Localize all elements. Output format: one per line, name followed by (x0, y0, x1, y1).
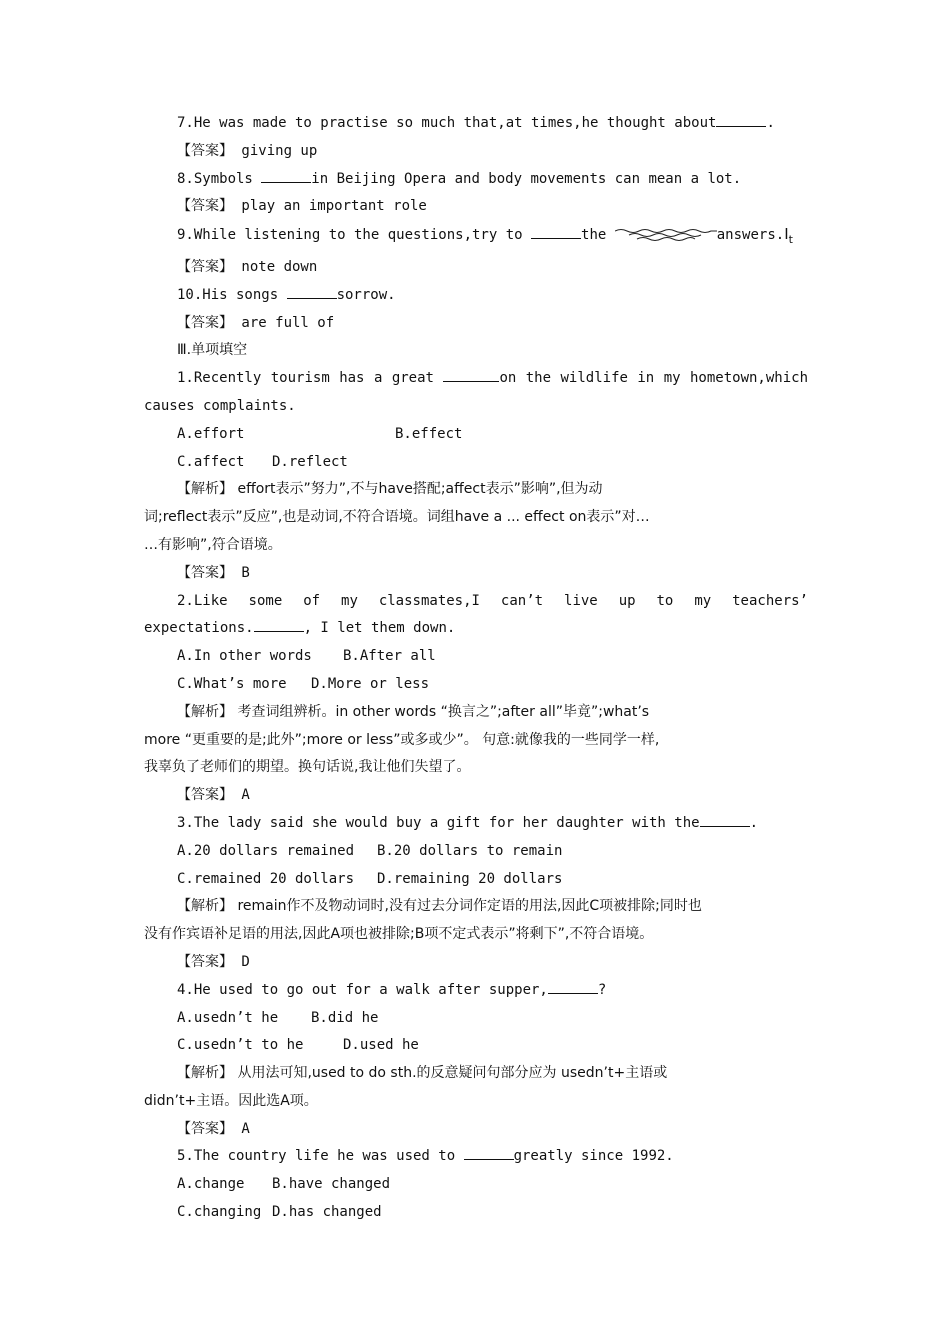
answer-tag: 【答案】 (177, 787, 233, 804)
scan-mark (784, 225, 793, 247)
option-a: A.effort (177, 425, 245, 442)
mc-1-stem-start: 1.Recently tourism has a great (177, 370, 444, 387)
mc-2-options-ab (144, 643, 808, 671)
mc-2-analysis-l2: more “更重要的是;此外”;more or less”或多或少”。 句意:就像我的一些同学一样, (144, 731, 660, 748)
option-c: C.changing (177, 1204, 262, 1221)
mc-2-analysis-l3: 我辜负了老师们的期望。换句话说,我让他们失望了。 (144, 759, 471, 776)
mc-1-analysis-l2: 词;reflect表示”反应”,也是动词,不符合语境。词组have a ... effect on表示”对… (144, 509, 650, 526)
answer-8 (144, 193, 808, 221)
answer-tag: 【答案】 (177, 1120, 233, 1137)
mc-1-stem-cont: causes complaints. (144, 397, 296, 414)
question-9-text: 9.While listening to the questions,try to (177, 227, 532, 244)
option-b: B.effect (395, 425, 463, 442)
answer-blank (261, 168, 311, 183)
mc-5-stem-start: 5.The country life he was used to (177, 1148, 464, 1165)
question-10-end: sorrow. (336, 286, 396, 303)
mc-3-analysis-l2: 没有作宾语补足语的用法,因此A项也被排除;B项不定式表示”将剩下”,不符合语境。 (144, 926, 654, 943)
answer-8-text: play an important role (233, 198, 427, 215)
option-b: B.20 dollars to remain (377, 842, 563, 859)
option-a: A.usedn’t he (177, 1009, 279, 1026)
answer-tag: 【答案】 (177, 314, 233, 331)
answer-blank (531, 224, 581, 239)
question-10-text: 10.His songs (177, 286, 287, 303)
question-8 (144, 166, 808, 194)
answer-9 (144, 254, 808, 282)
mc-3-analysis-l1: remain作不及物动词时,没有过去分词作定语的用法,因此C项被排除;同时也 (233, 898, 702, 915)
answer-blank (287, 284, 337, 299)
mc-4-options-cd (144, 1032, 808, 1060)
option-a: A.20 dollars remained (177, 842, 355, 859)
answer-tag: 【答案】 (177, 198, 233, 215)
mc-1-options-cd (144, 449, 808, 477)
mc-1-options-ab (144, 421, 808, 449)
option-c: C.usedn’t to he (177, 1037, 304, 1054)
option-c: C.What’s more (177, 675, 287, 692)
document-content (144, 110, 808, 1227)
answer-blank (464, 1145, 514, 1160)
mc-4-analysis (144, 1060, 808, 1088)
answer-7 (144, 138, 808, 166)
answer-blank (700, 812, 750, 827)
mc-2-analysis (144, 699, 808, 727)
mc-1-analysis-l1: effort表示”努力”,不与have搭配;affect表示”影响”,但为动 (233, 481, 603, 498)
mc-3-stem-start: 3.The lady said she would buy a gift for her daughter with the (177, 814, 700, 831)
option-b: B.have changed (272, 1176, 391, 1193)
mc-4-analysis-l1: 从用法可知,used to do sth.的反意疑问句部分应为 usedn’t+主语或 (233, 1065, 668, 1082)
option-d: D.has changed (272, 1204, 382, 1221)
mc-3-analysis (144, 893, 808, 921)
option-d: D.remaining 20 dollars (377, 870, 563, 887)
analysis-tag: 【解析】 (177, 898, 233, 915)
mc-1-analysis (144, 476, 808, 504)
mc-1-answer-text: B (233, 564, 250, 581)
mc-2-analysis-l1: 考查词组辨析。in other words “换言之”;after all”毕竟”;what’s (233, 703, 650, 720)
option-d: D.used he (343, 1037, 419, 1054)
mc-4-answer (144, 1116, 808, 1144)
answer-tag: 【答案】 (177, 142, 233, 159)
option-a: A.In other words (177, 648, 312, 665)
mc-3-options-ab (144, 838, 808, 866)
mc-4-stem (144, 977, 808, 1005)
mc-1-stem-end: on the wildlife in my hometown,which (499, 370, 808, 387)
answer-tag: 【答案】 (177, 258, 233, 275)
option-c: C.remained 20 dollars (177, 870, 355, 887)
answer-blank (254, 617, 304, 632)
mc-2-stem-end: , I let them down. (303, 620, 456, 637)
question-10 (144, 282, 808, 310)
question-9-end: answers. (716, 227, 785, 244)
mc-2-answer-text: A (233, 787, 250, 804)
answer-10-text: are full of (233, 314, 335, 331)
mc-5-options-cd (144, 1199, 808, 1227)
question-7 (144, 110, 808, 138)
mc-3-stem (144, 810, 808, 838)
mc-4-options-ab (144, 1005, 808, 1033)
mc-4-answer-text: A (233, 1120, 250, 1137)
mc-1-stem (144, 365, 808, 393)
mc-4-stem-end: ? (597, 981, 607, 998)
mc-3-options-cd (144, 866, 808, 894)
mc-2-options-cd (144, 671, 808, 699)
answer-blank (716, 112, 766, 127)
question-7-end: . (766, 115, 775, 131)
scan-mark-sub: t (788, 233, 793, 247)
analysis-tag: 【解析】 (177, 703, 233, 720)
mc-1-analysis-l3: …有影响”,符合语境。 (144, 536, 282, 553)
question-8-end: in Beijing Opera and body movements can mean a lot. (311, 170, 742, 187)
mc-4-stem-start: 4.He used to go out for a walk after supper, (177, 981, 548, 998)
question-9-mid: the (581, 227, 607, 244)
option-d: D.reflect (272, 453, 348, 470)
mc-1-answer (144, 560, 808, 588)
option-b: B.After all (343, 648, 436, 665)
mc-2-answer (144, 782, 808, 810)
mc-2-stem-start: expectations. (144, 620, 254, 637)
option-a: A.change (177, 1176, 245, 1193)
squiggle-mark-icon (615, 227, 717, 243)
question-7-text: 7.He was made to practise so much that,at times,he thought about (177, 115, 717, 131)
answer-tag: 【答案】 (177, 953, 233, 970)
mc-2-stem: 2.Like some of my classmates,I can’t live up to my teachers’ (177, 592, 808, 609)
analysis-tag: 【解析】 (177, 481, 233, 498)
mc-5-stem-end: greatly since 1992. (513, 1148, 674, 1165)
question-8-text: 8.Symbols (177, 170, 262, 187)
option-c: C.affect (177, 453, 245, 470)
answer-7-text: giving up (233, 142, 318, 159)
mc-3-answer (144, 949, 808, 977)
question-9 (144, 221, 808, 254)
answer-blank (548, 979, 598, 994)
mc-2-stem-cont (144, 615, 808, 643)
mc-3-answer-text: D (233, 953, 250, 970)
mc-5-options-ab (144, 1171, 808, 1199)
answer-10 (144, 310, 808, 338)
section-3-title: Ⅲ.单项填空 (177, 342, 248, 359)
option-b: B.did he (311, 1009, 379, 1026)
scan-mark-letter: I (784, 225, 789, 244)
analysis-tag: 【解析】 (177, 1065, 233, 1082)
answer-tag: 【答案】 (177, 564, 233, 581)
mc-5-stem (144, 1143, 808, 1171)
option-d: D.More or less (311, 675, 430, 692)
mc-3-stem-end: . (749, 814, 759, 831)
answer-9-text: note down (233, 258, 318, 275)
mc-4-analysis-l2: didn’t+主语。因此选A项。 (144, 1092, 318, 1109)
answer-blank (443, 367, 499, 382)
